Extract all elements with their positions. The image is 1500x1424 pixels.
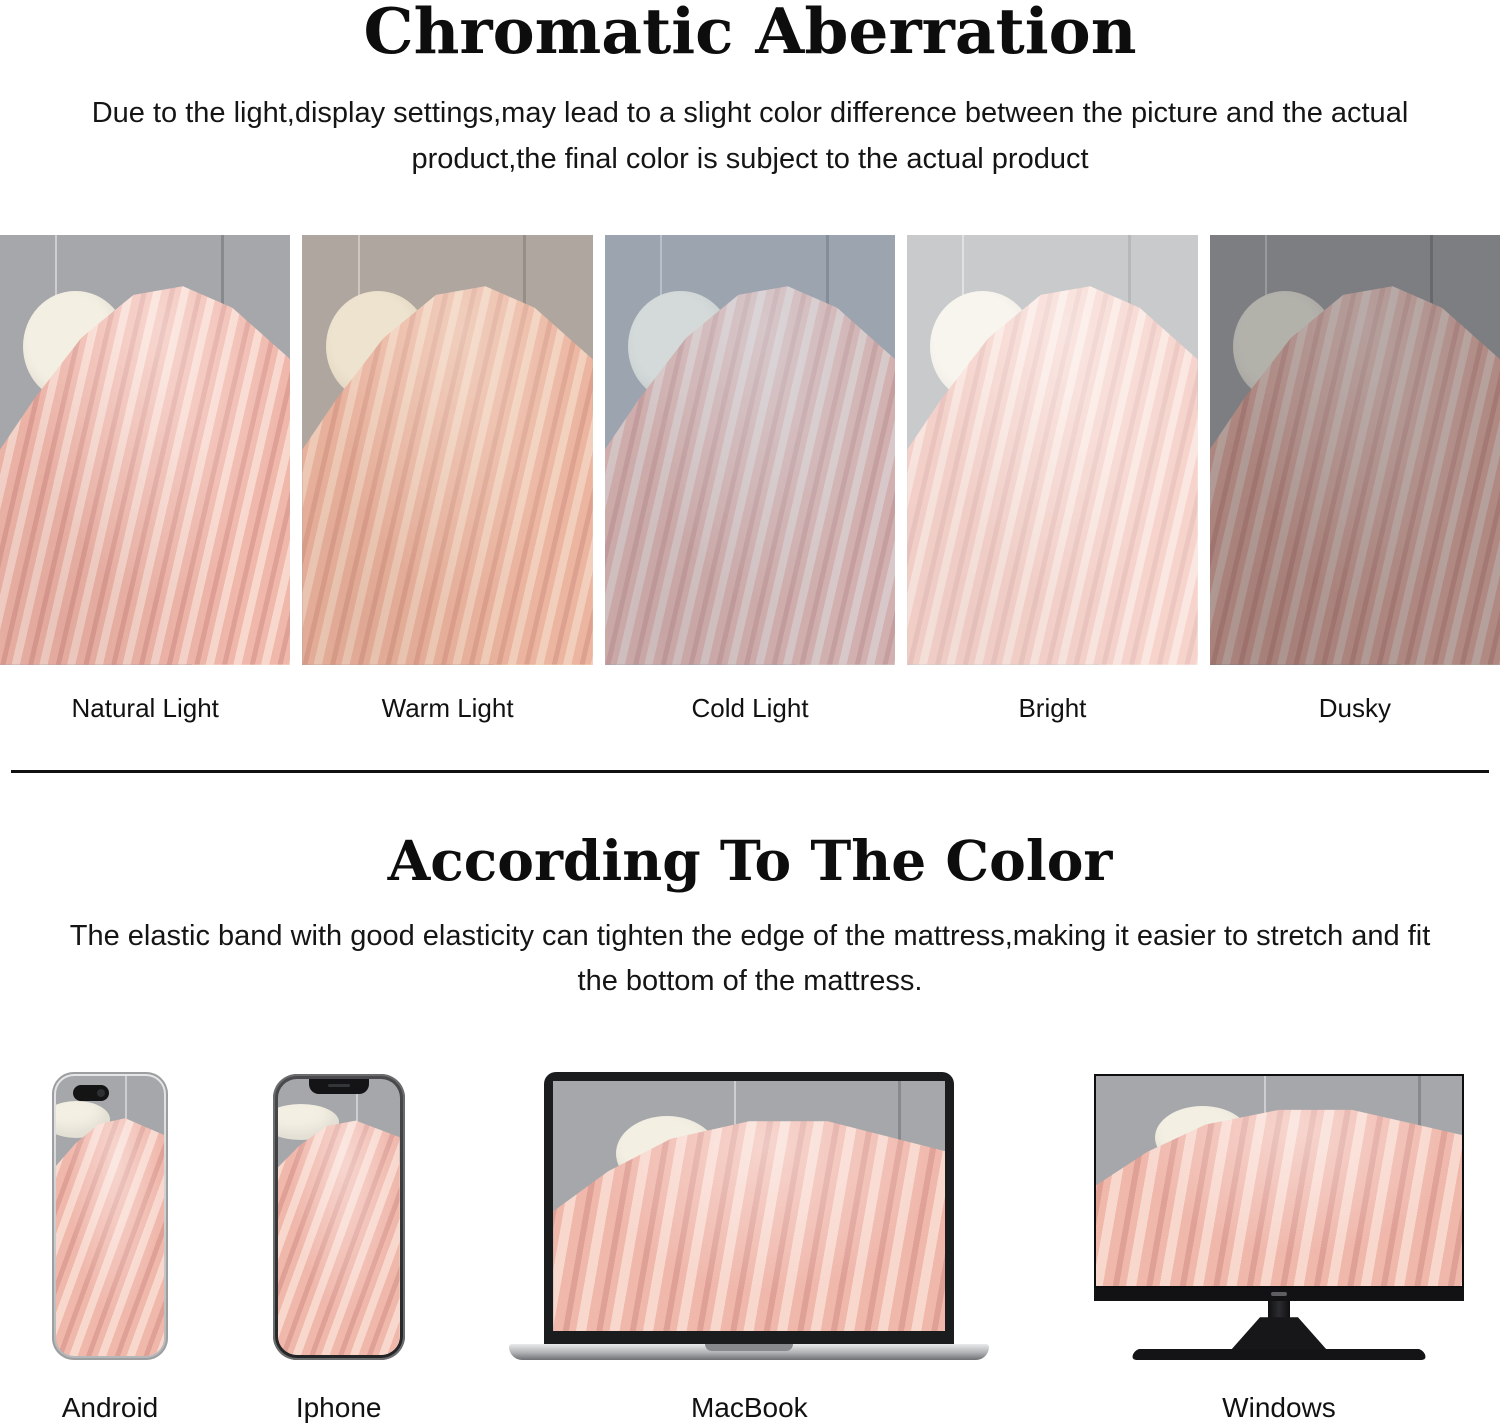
iphone-screen (278, 1079, 400, 1355)
device-android (52, 1067, 168, 1424)
monitor-stand-neck (1268, 1301, 1290, 1318)
device-label-android: Android (61, 1392, 159, 1424)
section-title-according-to-the-color: According To The Color (387, 827, 1113, 893)
variant-bright (907, 235, 1197, 724)
lighting-tint (56, 1076, 164, 1356)
android-phone-graphic (52, 1067, 168, 1360)
monitor-stand-feet (1130, 1349, 1428, 1360)
blanket-scene (1096, 1076, 1462, 1286)
lighting-tint (1210, 235, 1500, 665)
iphone-graphic (273, 1067, 405, 1360)
according-to-color-section (0, 827, 1500, 1424)
lighting-tint (907, 235, 1197, 665)
device-label-windows: Windows (1222, 1392, 1336, 1424)
lighting-tint (0, 235, 290, 665)
monitor-screen (1096, 1076, 1462, 1286)
android-screen (56, 1076, 164, 1356)
variant-label-cold-light: Cold Light (691, 692, 809, 723)
variant-cold-light (605, 235, 895, 724)
lighting-tint (278, 1079, 400, 1355)
blanket-scene (278, 1079, 400, 1355)
variant-natural-light (0, 235, 290, 724)
lighting-tint (553, 1081, 945, 1331)
monitor-display (1094, 1074, 1464, 1288)
chromatic-aberration-description: Due to the light,display settings,may lead to a slight color difference between the picture and the actual product,the final color is subject to the actual product (91, 97, 1409, 175)
windows-monitor-graphic (1094, 1067, 1464, 1360)
variant-label-natural-light: Natural Light (71, 692, 219, 723)
blanket-photo-natural-light (0, 235, 290, 665)
monitor-bottom-bezel (1094, 1288, 1464, 1301)
blanket-scene (0, 235, 290, 665)
device-windows (1094, 1067, 1464, 1424)
blanket-photo-warm-light (302, 235, 592, 665)
macbook-screen (553, 1081, 945, 1331)
blanket-scene (907, 235, 1197, 665)
section-title-chromatic-aberration: Chromatic Aberration (363, 0, 1137, 68)
monitor-stand-cone (1229, 1317, 1329, 1352)
device-label-iphone: Iphone (295, 1392, 382, 1424)
macbook-base (509, 1344, 989, 1360)
blanket-photo-dusky (1210, 235, 1500, 665)
device-iphone (273, 1067, 405, 1424)
android-camera-pill-icon (73, 1085, 109, 1101)
macbook-graphic (509, 1067, 989, 1360)
blanket-scene (553, 1081, 945, 1331)
lighting-tint (302, 235, 592, 665)
devices-row (0, 1067, 1500, 1424)
blanket-scene (605, 235, 895, 665)
device-label-macbook: MacBook (690, 1392, 808, 1424)
macbook-display (544, 1072, 954, 1344)
lighting-tint (605, 235, 895, 665)
blanket-photo-bright (907, 235, 1197, 665)
device-macbook (509, 1067, 989, 1424)
variant-dusky (1210, 235, 1500, 724)
blanket-scene (56, 1076, 164, 1356)
variant-label-warm-light: Warm Light (381, 692, 514, 723)
according-to-color-description: The elastic band with good elasticity can tighten the edge of the mattress,making it easier to stretch and fit the bottom of the mattress. (69, 919, 1431, 998)
lighting-tint (1096, 1076, 1462, 1286)
section-divider (11, 770, 1489, 773)
iphone-frame (273, 1074, 405, 1360)
blanket-scene (302, 235, 592, 665)
blanket-photo-cold-light (605, 235, 895, 665)
variant-label-bright: Bright (1018, 692, 1087, 723)
android-phone-frame (52, 1072, 168, 1360)
variant-warm-light (302, 235, 592, 724)
iphone-notch-icon (309, 1079, 369, 1094)
blanket-scene (1210, 235, 1500, 665)
variant-label-dusky: Dusky (1318, 692, 1391, 723)
lighting-variants-row (0, 235, 1500, 724)
